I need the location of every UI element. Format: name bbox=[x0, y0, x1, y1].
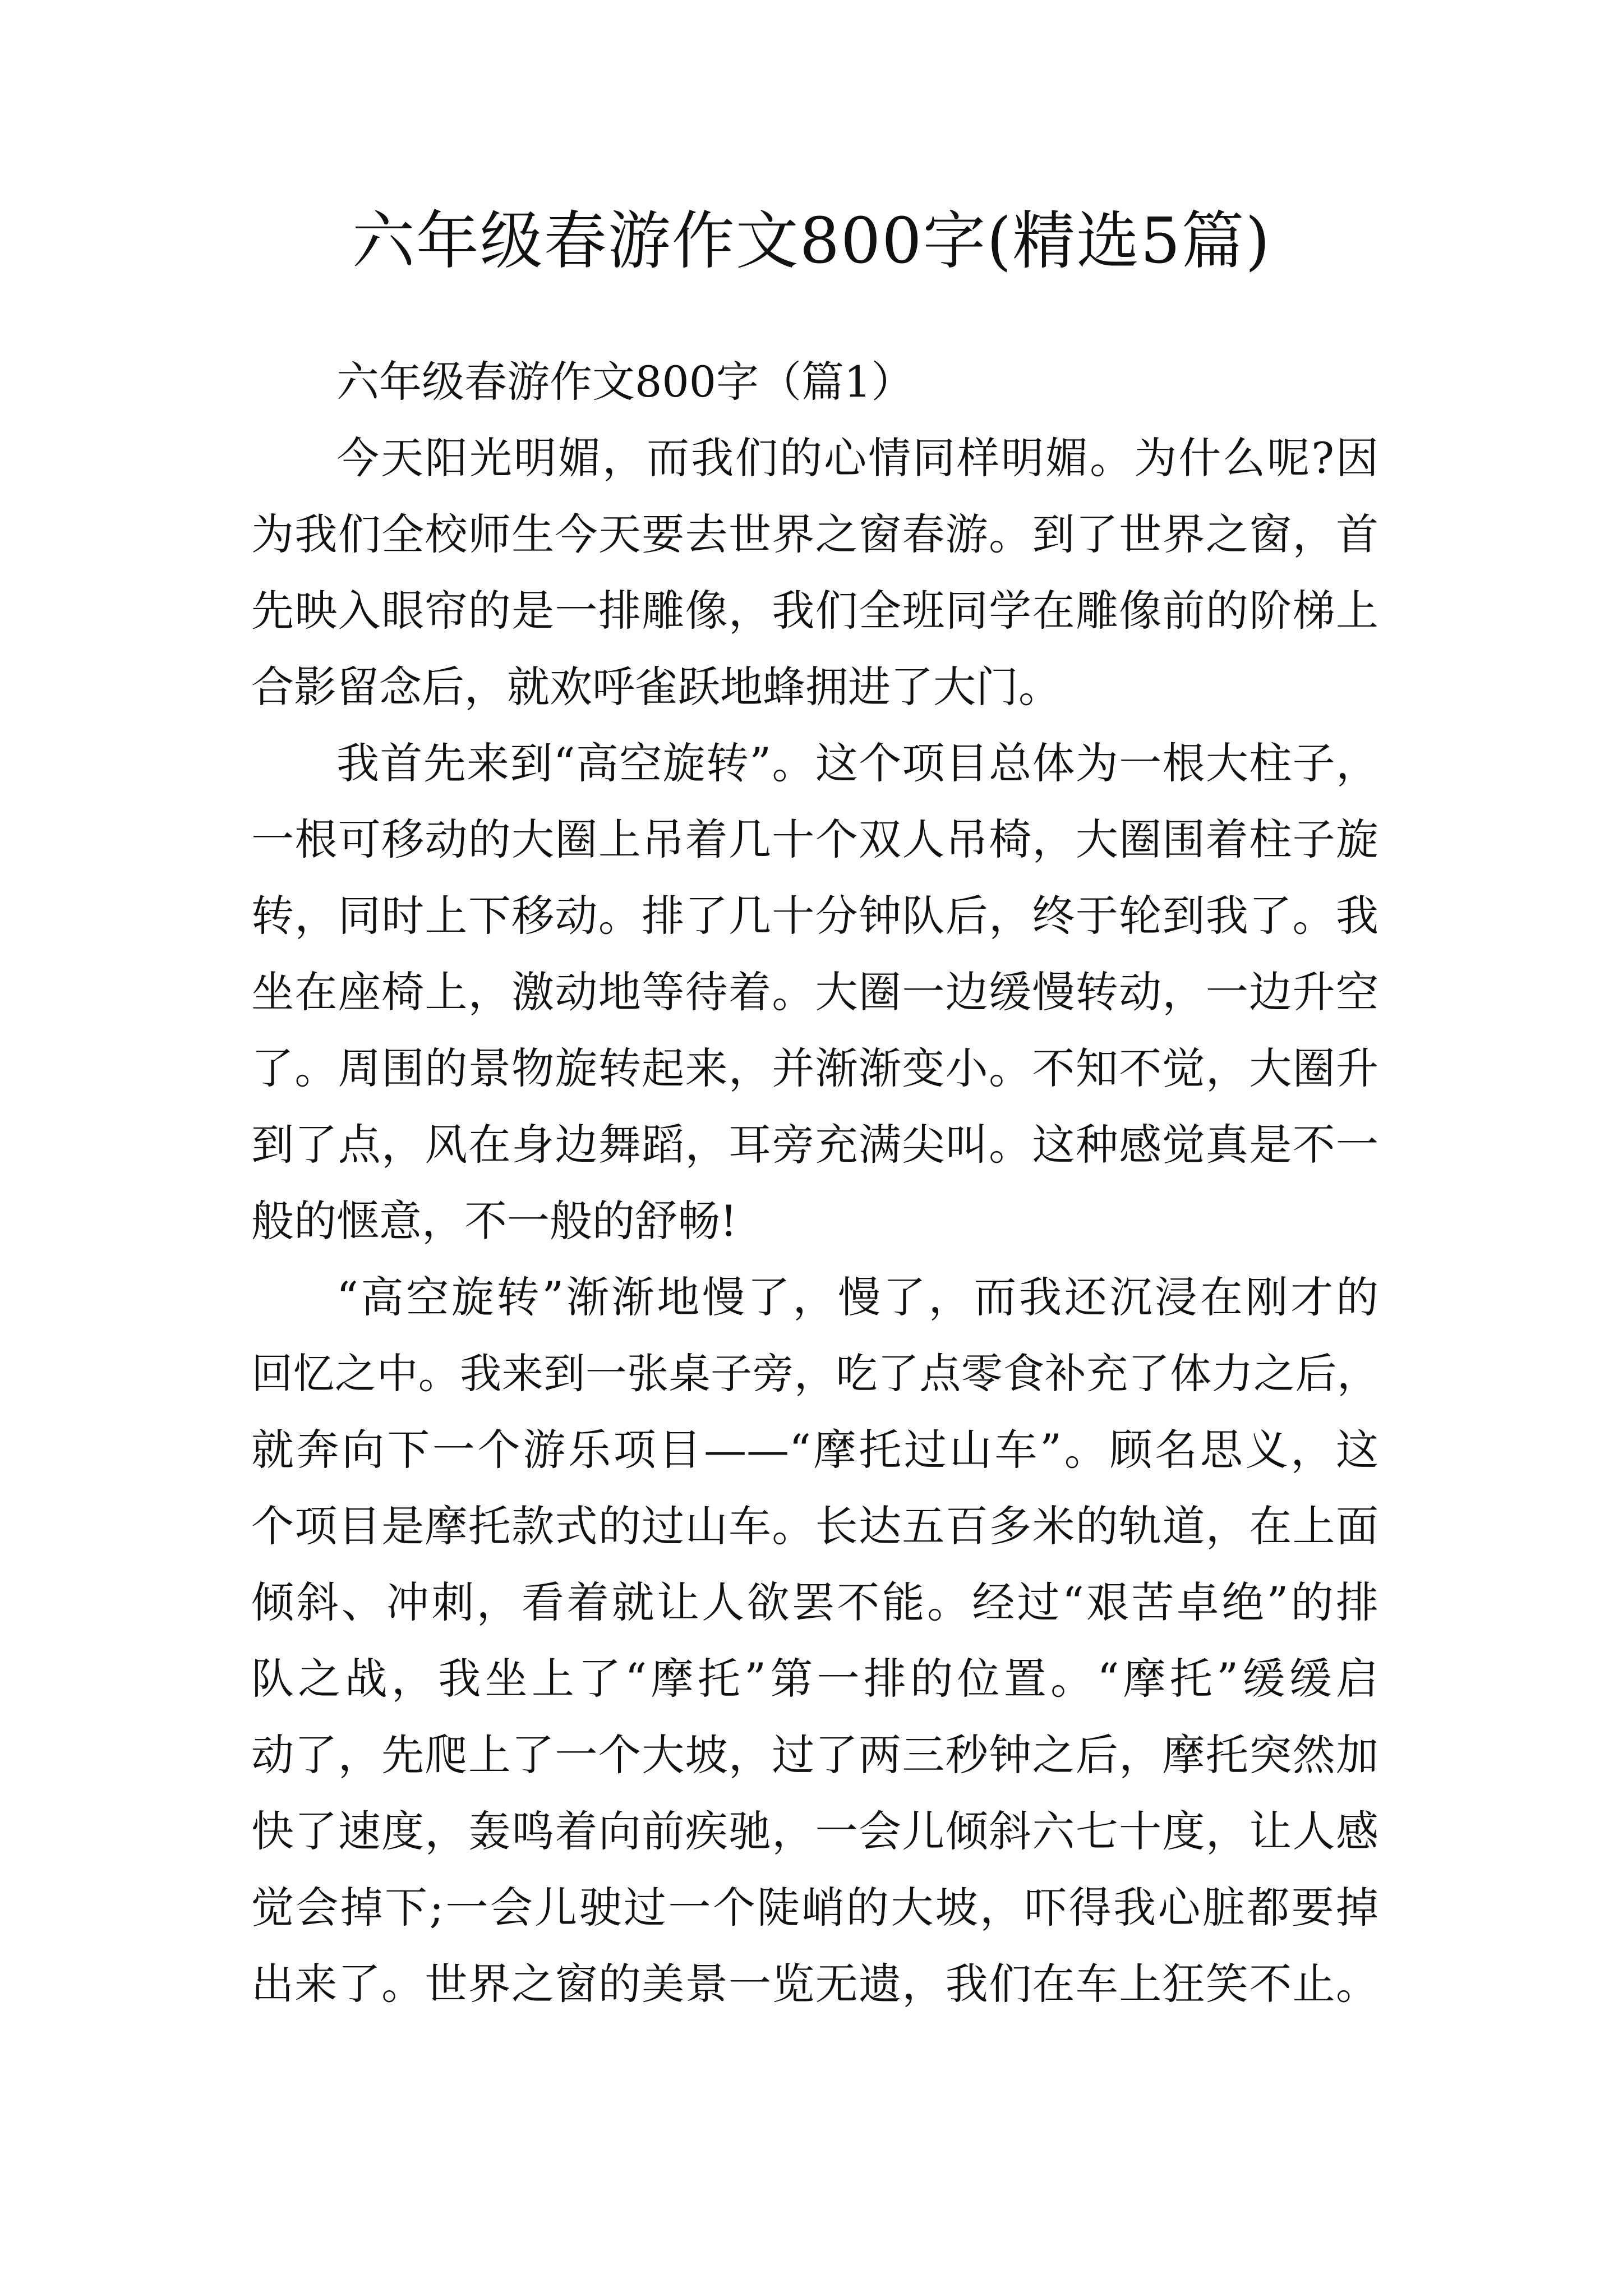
text-line: 了。周围的景物旋转起来，并渐渐变小。不知不觉，大圈升 bbox=[251, 1043, 1378, 1093]
text-line: 合影留念后，就欢呼雀跃地蜂拥进了大门。 bbox=[251, 662, 1061, 712]
text-line: 先映入眼帘的是一排雕像，我们全班同学在雕像前的阶梯上 bbox=[251, 586, 1378, 636]
text-line: 六年级春游作文800字（篇1） bbox=[336, 357, 914, 407]
text-line: 坐在座椅上，激动地等待着。大圈一边缓慢转动，一边升空 bbox=[251, 967, 1378, 1017]
text-line: 今天阳光明媚，而我们的心情同样明媚。为什么呢?因 bbox=[336, 433, 1378, 483]
text-line: 快了速度，轰鸣着向前疾驰，一会儿倾斜六七十度，让人感 bbox=[251, 1806, 1378, 1856]
text-line: 出来了。世界之窗的美景一览无遗，我们在车上狂笑不止。 bbox=[251, 1959, 1378, 2009]
text-line: 倾斜、冲刺，看着就让人欲罢不能。经过“艰苦卓绝”的排 bbox=[251, 1577, 1378, 1627]
text-line: “高空旋转”渐渐地慢了，慢了，而我还沉浸在刚才的 bbox=[336, 1272, 1378, 1322]
text-line: 觉会掉下;一会儿驶过一个陡峭的大坡，吓得我心脏都要掉 bbox=[251, 1883, 1378, 1932]
text-line: 到了点，风在身边舞蹈，耳旁充满尖叫。这种感觉真是不一 bbox=[251, 1120, 1378, 1170]
text-line: 回忆之中。我来到一张桌子旁，吃了点零食补充了体力之后， bbox=[251, 1350, 1378, 1398]
text-line: 我首先来到“高空旋转”。这个项目总体为一根大柱子， bbox=[336, 738, 1378, 788]
text-line: 队之战，我坐上了“摩托”第一排的位置。“摩托”缓缓启 bbox=[251, 1654, 1378, 1704]
text-line: 就奔向下一个游乐项目——“摩托过山车”。顾名思义，这 bbox=[251, 1425, 1378, 1475]
text-line: 个项目是摩托款式的过山车。长达五百多米的轨道，在上面 bbox=[251, 1501, 1378, 1551]
text-line: 转，同时上下移动。排了几十分钟队后，终于轮到我了。我 bbox=[251, 891, 1378, 941]
document-title: 六年级春游作文800字(精选5篇) bbox=[352, 205, 1271, 278]
text-line: 般的惬意，不一般的舒畅! bbox=[251, 1196, 737, 1246]
text-line: 为我们全校师生今天要去世界之窗春游。到了世界之窗，首 bbox=[251, 509, 1378, 559]
document-body bbox=[251, 344, 1378, 2022]
text-line: 动了，先爬上了一个大坡，过了两三秒钟之后，摩托突然加 bbox=[251, 1730, 1378, 1780]
text-line: 一根可移动的大圈上吊着几十个双人吊椅，大圈围着柱子旋 bbox=[251, 815, 1378, 864]
